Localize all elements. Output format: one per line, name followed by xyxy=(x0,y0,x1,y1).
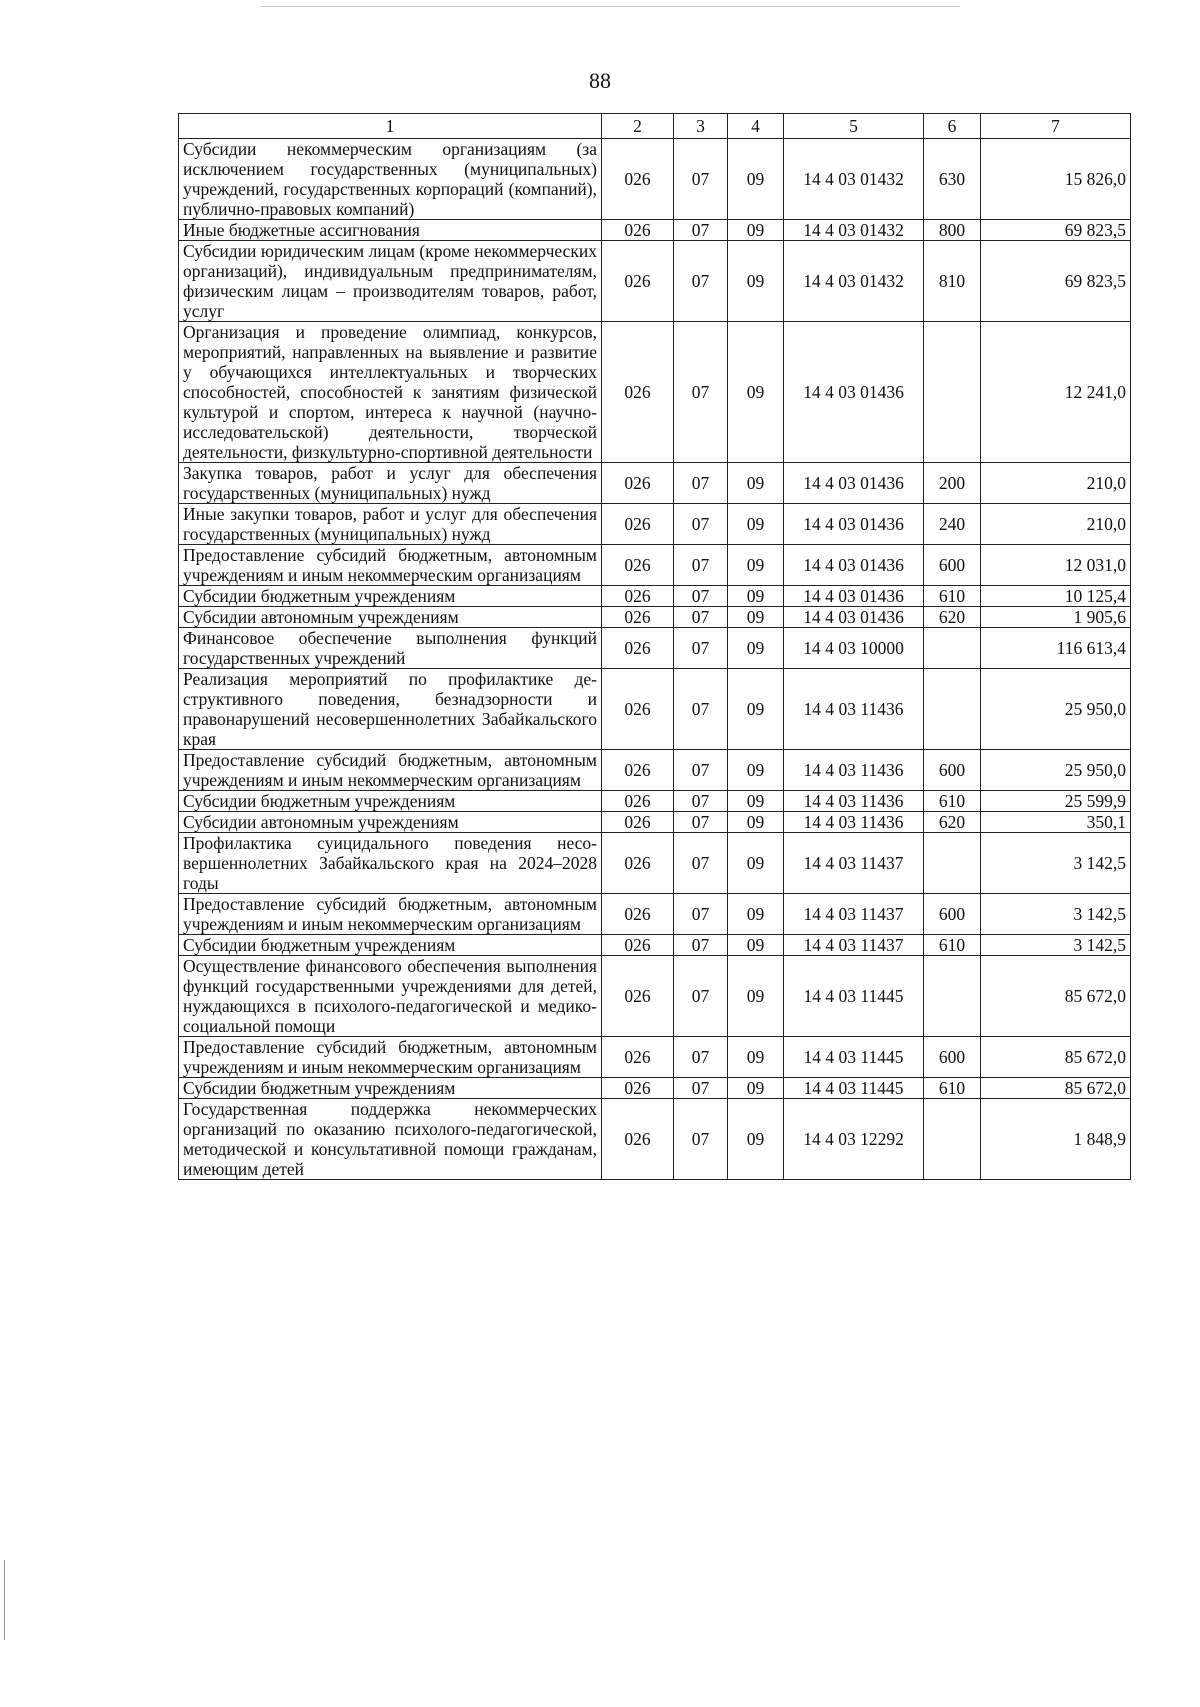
row-section-code: 07 xyxy=(674,812,728,833)
table-row xyxy=(179,935,1131,956)
row-section-code: 07 xyxy=(674,956,728,1037)
row-section-code: 07 xyxy=(674,1078,728,1099)
row-section-code: 07 xyxy=(674,463,728,504)
header-col-1: 1 xyxy=(179,114,602,139)
row-target-article: 14 4 03 11445 xyxy=(784,956,924,1037)
table-row xyxy=(179,241,1131,322)
row-target-article: 14 4 03 11445 xyxy=(784,1078,924,1099)
row-section-code: 07 xyxy=(674,833,728,894)
header-col-2: 2 xyxy=(602,114,674,139)
header-col-6: 6 xyxy=(924,114,981,139)
row-expense-type: 600 xyxy=(924,1037,981,1078)
row-ministry-code: 026 xyxy=(602,241,674,322)
row-section-code: 07 xyxy=(674,586,728,607)
table-row xyxy=(179,1099,1131,1180)
row-expense-type xyxy=(924,833,981,894)
row-section-code: 07 xyxy=(674,791,728,812)
row-target-article: 14 4 03 11437 xyxy=(784,894,924,935)
row-subsection-code: 09 xyxy=(728,894,784,935)
row-amount: 12 241,0 xyxy=(981,322,1131,463)
table-row xyxy=(179,791,1131,812)
row-subsection-code: 09 xyxy=(728,750,784,791)
table-row xyxy=(179,812,1131,833)
row-amount: 25 950,0 xyxy=(981,669,1131,750)
row-section-code: 07 xyxy=(674,504,728,545)
table-row xyxy=(179,586,1131,607)
row-amount: 85 672,0 xyxy=(981,1078,1131,1099)
row-target-article: 14 4 03 01432 xyxy=(784,220,924,241)
table-row xyxy=(179,1037,1131,1078)
row-expense-type: 610 xyxy=(924,935,981,956)
row-name-cell: Финансовое обеспечение выполнения функций государственных учреждений xyxy=(179,628,602,669)
row-subsection-code: 09 xyxy=(728,1037,784,1078)
row-subsection-code: 09 xyxy=(728,628,784,669)
row-target-article: 14 4 03 11436 xyxy=(784,669,924,750)
row-ministry-code: 026 xyxy=(602,628,674,669)
row-expense-type: 800 xyxy=(924,220,981,241)
row-amount: 25 950,0 xyxy=(981,750,1131,791)
row-ministry-code: 026 xyxy=(602,322,674,463)
row-amount: 69 823,5 xyxy=(981,241,1131,322)
row-ministry-code: 026 xyxy=(602,935,674,956)
row-name-cell: Государственная поддержка некоммерческих организаций по оказанию психолого-педагогической, методической и консультативной помощи гражданам, имеющим детей xyxy=(179,1099,602,1180)
row-name-cell: Реализация мероприятий по профилактике деструктивного поведения, безнадзорности и правонарушений несовершеннолетних Забайкальского края xyxy=(179,669,602,750)
row-subsection-code: 09 xyxy=(728,139,784,220)
table-row xyxy=(179,956,1131,1037)
row-subsection-code: 09 xyxy=(728,935,784,956)
row-ministry-code: 026 xyxy=(602,545,674,586)
page-number: 88 xyxy=(589,68,611,93)
row-amount: 210,0 xyxy=(981,463,1131,504)
row-ministry-code: 026 xyxy=(602,463,674,504)
row-ministry-code: 026 xyxy=(602,1099,674,1180)
budget-table xyxy=(178,113,1131,1180)
row-expense-type xyxy=(924,669,981,750)
row-ministry-code: 026 xyxy=(602,607,674,628)
row-expense-type: 610 xyxy=(924,586,981,607)
row-expense-type xyxy=(924,322,981,463)
scan-artifact-margin xyxy=(4,1560,5,1640)
row-amount: 1 905,6 xyxy=(981,607,1131,628)
row-target-article: 14 4 03 01432 xyxy=(784,139,924,220)
row-target-article: 14 4 03 10000 xyxy=(784,628,924,669)
row-ministry-code: 026 xyxy=(602,669,674,750)
table-row xyxy=(179,894,1131,935)
row-subsection-code: 09 xyxy=(728,669,784,750)
table-row xyxy=(179,504,1131,545)
row-name-cell: Субсидии автономным учреждениям xyxy=(179,812,602,833)
row-name-cell: Закупка товаров, работ и услуг для обеспечения государственных (муниципальных) нужд xyxy=(179,463,602,504)
row-name-cell: Субсидии автономным учреждениям xyxy=(179,607,602,628)
row-subsection-code: 09 xyxy=(728,463,784,504)
row-ministry-code: 026 xyxy=(602,956,674,1037)
row-subsection-code: 09 xyxy=(728,220,784,241)
row-name-cell: Субсидии бюджетным учреждениям xyxy=(179,1078,602,1099)
row-section-code: 07 xyxy=(674,241,728,322)
row-subsection-code: 09 xyxy=(728,504,784,545)
row-section-code: 07 xyxy=(674,669,728,750)
table-row xyxy=(179,669,1131,750)
row-name-cell: Предоставление субсидий бюджетным, автономным учреждениям и иным некоммерческим организациям xyxy=(179,545,602,586)
row-target-article: 14 4 03 01436 xyxy=(784,545,924,586)
row-amount: 25 599,9 xyxy=(981,791,1131,812)
row-name-cell: Иные бюджетные ассигнования xyxy=(179,220,602,241)
row-expense-type: 600 xyxy=(924,750,981,791)
row-ministry-code: 026 xyxy=(602,504,674,545)
row-subsection-code: 09 xyxy=(728,545,784,586)
row-name-cell: Субсидии бюджетным учреждениям xyxy=(179,586,602,607)
header-col-5: 5 xyxy=(784,114,924,139)
scan-artifact-line xyxy=(260,6,960,7)
row-name-cell: Предоставление субсидий бюджетным, автономным учреждениям и иным некоммерческим организациям xyxy=(179,894,602,935)
row-ministry-code: 026 xyxy=(602,1078,674,1099)
row-amount: 116 613,4 xyxy=(981,628,1131,669)
row-expense-type: 200 xyxy=(924,463,981,504)
row-ministry-code: 026 xyxy=(602,812,674,833)
table-row xyxy=(179,322,1131,463)
row-section-code: 07 xyxy=(674,139,728,220)
row-target-article: 14 4 03 11436 xyxy=(784,812,924,833)
row-expense-type: 600 xyxy=(924,894,981,935)
row-amount: 3 142,5 xyxy=(981,935,1131,956)
row-target-article: 14 4 03 12292 xyxy=(784,1099,924,1180)
row-target-article: 14 4 03 01436 xyxy=(784,463,924,504)
row-name-cell: Субсидии некоммерческим организациям (за исключением государственных (муниципальных) учреждений, государственных корпораций (компаний), публично-правовых компаний) xyxy=(179,139,602,220)
row-name-cell: Организация и проведение олимпиад, конкурсов, мероприятий, направленных на выявление и развитие у обучающихся интеллектуальных и творческих способностей, способностей к занятиям физической культурой и спортом, интереса к научной (научно-исследовательской) деятельности, творческой деятельности, физкультурно-спортивной деятельности xyxy=(179,322,602,463)
row-expense-type: 620 xyxy=(924,607,981,628)
row-expense-type: 630 xyxy=(924,139,981,220)
row-target-article: 14 4 03 01436 xyxy=(784,504,924,545)
row-expense-type xyxy=(924,1099,981,1180)
row-amount: 15 826,0 xyxy=(981,139,1131,220)
row-ministry-code: 026 xyxy=(602,750,674,791)
row-target-article: 14 4 03 01436 xyxy=(784,607,924,628)
row-target-article: 14 4 03 01436 xyxy=(784,586,924,607)
row-section-code: 07 xyxy=(674,220,728,241)
row-expense-type: 240 xyxy=(924,504,981,545)
row-section-code: 07 xyxy=(674,322,728,463)
row-target-article: 14 4 03 01432 xyxy=(784,241,924,322)
row-amount: 1 848,9 xyxy=(981,1099,1131,1180)
row-ministry-code: 026 xyxy=(602,791,674,812)
table-row xyxy=(179,750,1131,791)
row-target-article: 14 4 03 11436 xyxy=(784,750,924,791)
row-expense-type: 620 xyxy=(924,812,981,833)
row-target-article: 14 4 03 11436 xyxy=(784,791,924,812)
row-subsection-code: 09 xyxy=(728,1078,784,1099)
table-row xyxy=(179,463,1131,504)
row-amount: 3 142,5 xyxy=(981,894,1131,935)
row-expense-type: 610 xyxy=(924,1078,981,1099)
row-amount: 85 672,0 xyxy=(981,1037,1131,1078)
row-subsection-code: 09 xyxy=(728,322,784,463)
row-target-article: 14 4 03 01436 xyxy=(784,322,924,463)
row-section-code: 07 xyxy=(674,935,728,956)
row-subsection-code: 09 xyxy=(728,586,784,607)
row-amount: 69 823,5 xyxy=(981,220,1131,241)
table-row xyxy=(179,139,1131,220)
row-name-cell: Предоставление субсидий бюджетным, автономным учреждениям и иным некоммерческим организациям xyxy=(179,750,602,791)
table-row xyxy=(179,220,1131,241)
row-section-code: 07 xyxy=(674,607,728,628)
row-subsection-code: 09 xyxy=(728,812,784,833)
row-subsection-code: 09 xyxy=(728,833,784,894)
table-row xyxy=(179,628,1131,669)
row-amount: 210,0 xyxy=(981,504,1131,545)
row-name-cell: Субсидии бюджетным учреждениям xyxy=(179,935,602,956)
row-amount: 350,1 xyxy=(981,812,1131,833)
table-body xyxy=(179,114,1131,1180)
row-ministry-code: 026 xyxy=(602,1037,674,1078)
header-col-4: 4 xyxy=(728,114,784,139)
row-subsection-code: 09 xyxy=(728,1099,784,1180)
row-name-cell: Субсидии бюджетным учреждениям xyxy=(179,791,602,812)
row-name-cell: Иные закупки товаров, работ и услуг для обеспечения государственных (муниципальных) нужд xyxy=(179,504,602,545)
row-expense-type: 610 xyxy=(924,791,981,812)
table-row xyxy=(179,833,1131,894)
table-row xyxy=(179,1078,1131,1099)
row-subsection-code: 09 xyxy=(728,241,784,322)
row-ministry-code: 026 xyxy=(602,833,674,894)
row-amount: 3 142,5 xyxy=(981,833,1131,894)
row-subsection-code: 09 xyxy=(728,607,784,628)
table-row xyxy=(179,607,1131,628)
row-name-cell: Профилактика суицидального поведения несовершеннолетних Забайкальского края на 2024–2028 годы xyxy=(179,833,602,894)
row-target-article: 14 4 03 11437 xyxy=(784,833,924,894)
row-section-code: 07 xyxy=(674,628,728,669)
row-name-cell: Осуществление финансового обеспечения выполнения функций государственными учреждениями для детей, нуждающихся в психолого-педагогической и медико-социальной помощи xyxy=(179,956,602,1037)
row-target-article: 14 4 03 11445 xyxy=(784,1037,924,1078)
row-amount: 12 031,0 xyxy=(981,545,1131,586)
row-section-code: 07 xyxy=(674,1099,728,1180)
row-expense-type: 600 xyxy=(924,545,981,586)
row-section-code: 07 xyxy=(674,545,728,586)
row-subsection-code: 09 xyxy=(728,791,784,812)
row-section-code: 07 xyxy=(674,894,728,935)
row-name-cell: Предоставление субсидий бюджетным, автономным учреждениям и иным некоммерческим организациям xyxy=(179,1037,602,1078)
row-ministry-code: 026 xyxy=(602,220,674,241)
row-name-cell: Субсидии юридическим лицам (кроме некоммерческих организаций), индивидуальным предпринимателям, физическим лицам – производителям товаров, работ, услуг xyxy=(179,241,602,322)
table-header-row xyxy=(179,114,1131,139)
row-target-article: 14 4 03 11437 xyxy=(784,935,924,956)
row-ministry-code: 026 xyxy=(602,586,674,607)
header-col-7: 7 xyxy=(981,114,1131,139)
row-section-code: 07 xyxy=(674,750,728,791)
row-section-code: 07 xyxy=(674,1037,728,1078)
row-expense-type: 810 xyxy=(924,241,981,322)
table-row xyxy=(179,545,1131,586)
row-amount: 85 672,0 xyxy=(981,956,1131,1037)
row-expense-type xyxy=(924,628,981,669)
header-col-3: 3 xyxy=(674,114,728,139)
row-expense-type xyxy=(924,956,981,1037)
row-subsection-code: 09 xyxy=(728,956,784,1037)
row-ministry-code: 026 xyxy=(602,894,674,935)
row-amount: 10 125,4 xyxy=(981,586,1131,607)
row-ministry-code: 026 xyxy=(602,139,674,220)
